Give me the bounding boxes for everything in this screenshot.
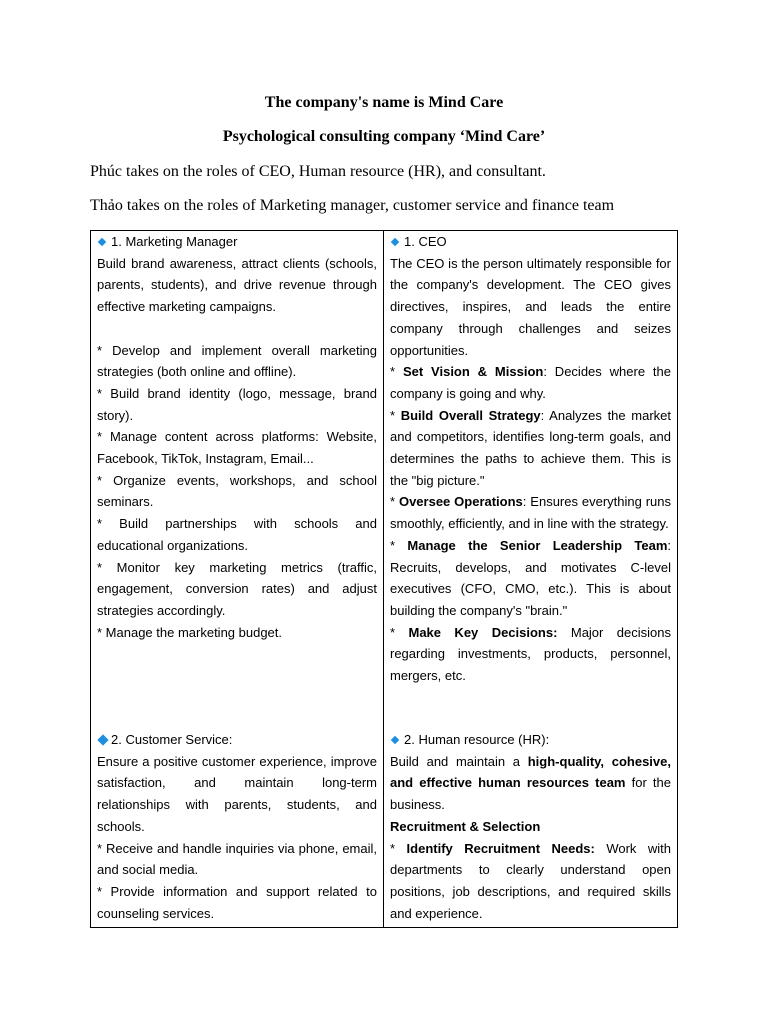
diamond-bullet-icon <box>97 734 108 745</box>
hr-description: Build and maintain a high-quality, cohesive, and effective human resources team for the business. <box>390 753 672 813</box>
right-column <box>384 231 677 927</box>
ceo-description: The CEO is the person ultimately responsible for the company's development. The CEO gives directives, inspires, and leads the entire company through challenges and seizes opportunities. <box>390 255 671 358</box>
ceo-item: * Make Key Decisions: Major decisions regarding investments, products, personnel, mergers, etc. <box>390 624 671 684</box>
ceo-item: * Manage the Senior Leadership Team: Recruits, develops, and motivates C-level executives (CFO, CMO, etc.). This is about building the company's "brain." <box>390 537 672 618</box>
roles-table <box>90 230 678 928</box>
intro-paragraph-thao: Thảo takes on the roles of Marketing manager, customer service and finance team <box>90 197 615 214</box>
diamond-bullet-icon <box>98 238 106 246</box>
section-heading-ceo <box>390 231 671 253</box>
marketing-item: * Build brand identity (logo, message, brand story). <box>97 385 377 423</box>
document-title: The company's name is Mind Care <box>264 94 504 111</box>
marketing-item: * Manage the marketing budget. <box>97 624 283 640</box>
hr-subheading: Recruitment & Selection <box>390 818 541 834</box>
hr-item: * Identify Recruitment Needs: Work with departments to clearly understand open positions, job descriptions, and required skills and experience. <box>390 840 672 921</box>
hr-section <box>390 729 671 924</box>
marketing-item: * Monitor key marketing metrics (traffic, engagement, conversion rates) and adjust strategies accordingly. <box>97 559 377 618</box>
section-heading-marketing <box>97 231 377 253</box>
intro-paragraph-phuc: Phúc takes on the roles of CEO, Human resource (HR), and consultant. <box>90 163 546 180</box>
marketing-item: * Manage content across platforms: Website, Facebook, TikTok, Instagram, Email... <box>97 429 377 467</box>
marketing-description: Build brand awareness, attract clients (schools, parents, students), and drive revenue through effective marketing campaigns. <box>97 255 377 315</box>
diamond-bullet-icon <box>391 238 399 246</box>
document-subtitle: Psychological consulting company ‘Mind Care’ <box>222 128 546 145</box>
marketing-item: * Organize events, workshops, and school seminars. <box>97 472 377 510</box>
section-heading-customer-service <box>97 729 377 751</box>
customer-service-heading-text: 2. Customer Service: <box>111 732 233 747</box>
left-column <box>91 231 384 927</box>
ceo-item: * Set Vision & Mission: Decides where the company is going and why. <box>390 364 671 401</box>
marketing-item: * Build partnerships with schools and educational organizations. <box>97 516 377 553</box>
ceo-item: * Build Overall Strategy: Analyzes the market and competitors, identifies long-term goals, and determines the paths to achieve them. This is the "big picture." <box>390 407 672 488</box>
ceo-heading-text: 1. CEO <box>404 234 447 249</box>
customer-service-section <box>97 729 377 924</box>
customer-service-item: * Provide information and support related to counseling services. <box>97 883 377 921</box>
customer-service-item: * Receive and handle inquiries via phone, email, and social media. <box>97 840 377 878</box>
diamond-bullet-icon <box>391 736 399 744</box>
marketing-item: * Develop and implement overall marketing strategies (both online and offline). <box>97 342 377 380</box>
ceo-item: * Oversee Operations: Ensures everything runs smoothly, efficiently, and in line with the strategy. <box>390 494 672 532</box>
section-heading-hr <box>390 729 671 751</box>
customer-service-description: Ensure a positive customer experience, improve satisfaction, and maintain long-term relationships with parents, students, and schools. <box>97 753 377 834</box>
hr-heading-text: 2. Human resource (HR): <box>404 732 550 747</box>
marketing-heading-text: 1. Marketing Manager <box>111 234 238 249</box>
